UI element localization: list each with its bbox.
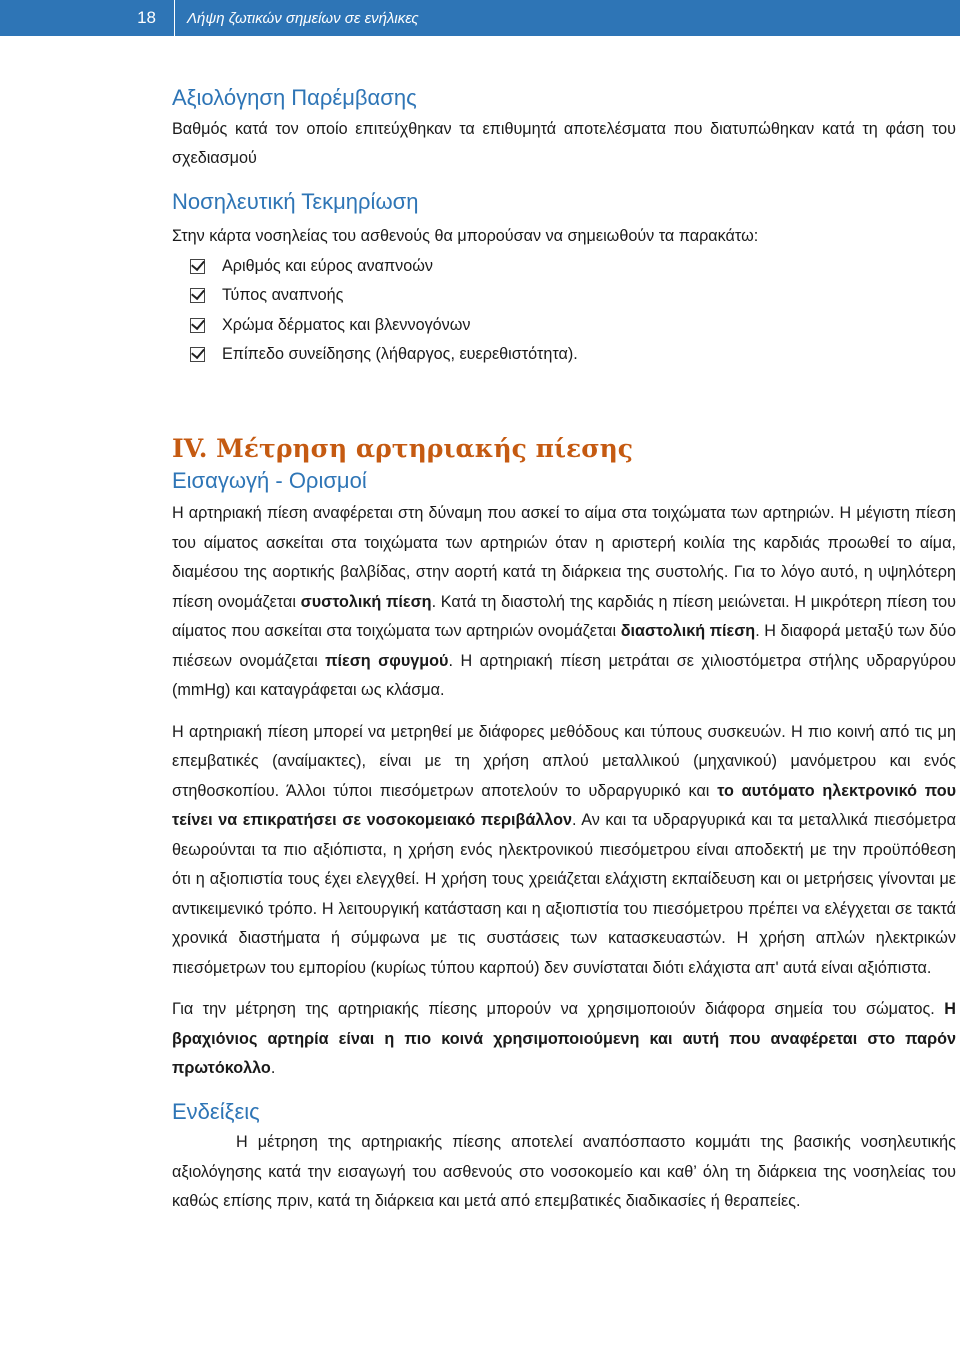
devices-paragraph: Η αρτηριακή πίεση μπορεί να μετρηθεί με διάφορες μεθόδους και τύπους συσκευών. Η πιο κοινή από τις μη επεμβατικές (αναίμακτες), είναι με τη χρήση απλού μεταλλικού (μηχανικού) μανόμετρου και ενός στηθοσκοπίου. Άλλοι τύποι πιεσόμετρων αποτελούν το υδραργυρικό και το αυτόματο ηλεκτρονικό που τείνει να επικρατήσει σε νοσοκομειακό περιβάλλον. Αν και τα υδραργυρικά και τα μεταλλικά πιεσόμετρα θεωρούνται τα πιο αξιόπιστα, η χρήση ενός ηλεκτρονικού πιεσόμετρου είναι αποδεκτή με την προϋπόθεση ότι η αξιοπιστία τους έχει ελεγχθεί. Η χρήση τους χρειάζεται ελάχιστη εκπαίδευση και οι μετρήσεις γίνονται με αντικειμενικό τρόπο. Η λειτουργική κατάσταση και η αξιοπιστία του πιεσόμετρου πρέπει να ελέγχεται σε τακτά χρονικά διαστήματα ή σύμφωνα με τις συστάσεις των κατασκευαστών. Η χρήση απλών ηλεκτρικών πιεσόμετρων του εμπορίου (κυρίως τύπου καρπού) δεν συνίσταται διότι ελάχιστα απ' αυτά είναι αξιόπιστα.	[172, 722, 957, 977]
checklist-item	[190, 311, 956, 341]
page-header	[0, 0, 960, 36]
documentation-checklist	[172, 252, 956, 370]
running-title: Λήψη ζωτικών σημείων σε ενήλικες	[187, 9, 419, 27]
checked-box-icon	[190, 259, 205, 274]
diastolic-term: διαστολική πίεση	[620, 622, 756, 641]
checklist-item-label: Αριθμός και εύρος αναπνοών	[222, 256, 433, 275]
definition-paragraph: Η αρτηριακή πίεση αναφέρεται στη δύναμη που ασκεί το αίμα στα τοιχώματα των αρτηριών. Η μέγιστη πίεση του αίματος ασκείται στα τοιχώματα των αρτηριών όταν η αριστερή κοιλία της καρδιάς προωθεί το αίμα, διαμέσου της αορτικής βαλβίδας, στην αορτή κατά τη διάρκεια της συστολής. Για το λόγο αυτό, η υψηλότερη πίεση ονομάζεται συστολική πίεση. Κατά τη διαστολή της καρδιάς η πίεση μειώνεται. Η μικρότερη πίεση του αίματος που ασκείται στα τοιχώματα των αρτηριών ονομάζεται διαστολική πίεση. Η διαφορά μεταξύ των δύο πιέσεων ονομάζεται πίεση σφυγμού. Η αρτηριακή πίεση μετράται σε χιλιοστόμετρα στήλης υδραργύρου (mmHg) και καταγράφεται ως κλάσμα.	[172, 504, 957, 700]
sites-paragraph: Για την μέτρηση της αρτηριακής πίεσης μπορούν να χρησιμοποιούν διάφορα σημεία του σώματος. Η βραχιόνιος αρτηρία είναι η πιο κοινά χρησιμοποιούμενη και αυτή που αναφέρεται στο παρόν πρωτόκολλο.	[172, 1000, 956, 1078]
brachial-artery-emphasis: Η βραχιόνιος αρτηρία είναι η πιο κοινά χρησιμοποιούμενη και αυτή που αναφέρεται στο παρόν πρωτόκολλο	[172, 1000, 956, 1078]
checked-box-icon	[190, 318, 205, 333]
checklist-item	[190, 340, 956, 370]
checked-box-icon	[190, 347, 205, 362]
page-number: 18	[137, 8, 156, 27]
evaluation-heading: Αξιολόγηση Παρέμβασης	[172, 85, 417, 110]
electronic-device-emphasis: το αυτόματο ηλεκτρονικό που τείνει να επικρατήσει σε νοσοκομειακό περιβάλλον	[172, 781, 957, 830]
checklist-item-label: Τύπος αναπνοής	[222, 286, 344, 305]
intro-subheading: Εισαγωγή - Ορισμοί	[172, 467, 367, 493]
pulse-pressure-term: πίεση σφυγμού	[325, 651, 449, 670]
checklist-item-label: Επίπεδο συνείδησης (λήθαργος, ευερεθιστότητα).	[222, 345, 578, 364]
checklist-item	[190, 281, 956, 311]
evaluation-text: Βαθμός κατά τον οποίο επιτεύχθηκαν τα επιθυμητά αποτελέσματα που διατυπώθηκαν κατά τη φάση του σχεδιασμού	[172, 119, 956, 168]
checklist-item-label: Χρώμα δέρματος και βλεννογόνων	[222, 315, 471, 334]
documentation-heading: Νοσηλευτική Τεκμηρίωση	[172, 188, 419, 214]
documentation-intro: Στην κάρτα νοσηλείας του ασθενούς θα μπορούσαν να σημειωθούν τα παρακάτω:	[172, 227, 759, 246]
page-content	[172, 84, 956, 1217]
systolic-term: συστολική πίεση	[300, 592, 432, 611]
indications-heading: Ενδείξεις	[172, 1098, 260, 1124]
indications-text: Η μέτρηση της αρτηριακής πίεσης αποτελεί αναπόσπαστο κομμάτι της βασικής νοσηλευτικής αξιολόγησης κατά την εισαγωγή του ασθενούς στο νοσοκομείο και καθ’ όλη τη διάρκεια της νοσηλείας του καθώς επίσης πριν, κατά τη διάρκεια και μετά από επεμβατικές διαδικασίες ή θεραπείες.	[172, 1133, 956, 1211]
checklist-item	[190, 252, 956, 282]
section-heading: IV. Μέτρηση αρτηριακής πίεσης	[172, 433, 634, 463]
checked-box-icon	[190, 288, 205, 303]
header-divider	[174, 0, 175, 36]
